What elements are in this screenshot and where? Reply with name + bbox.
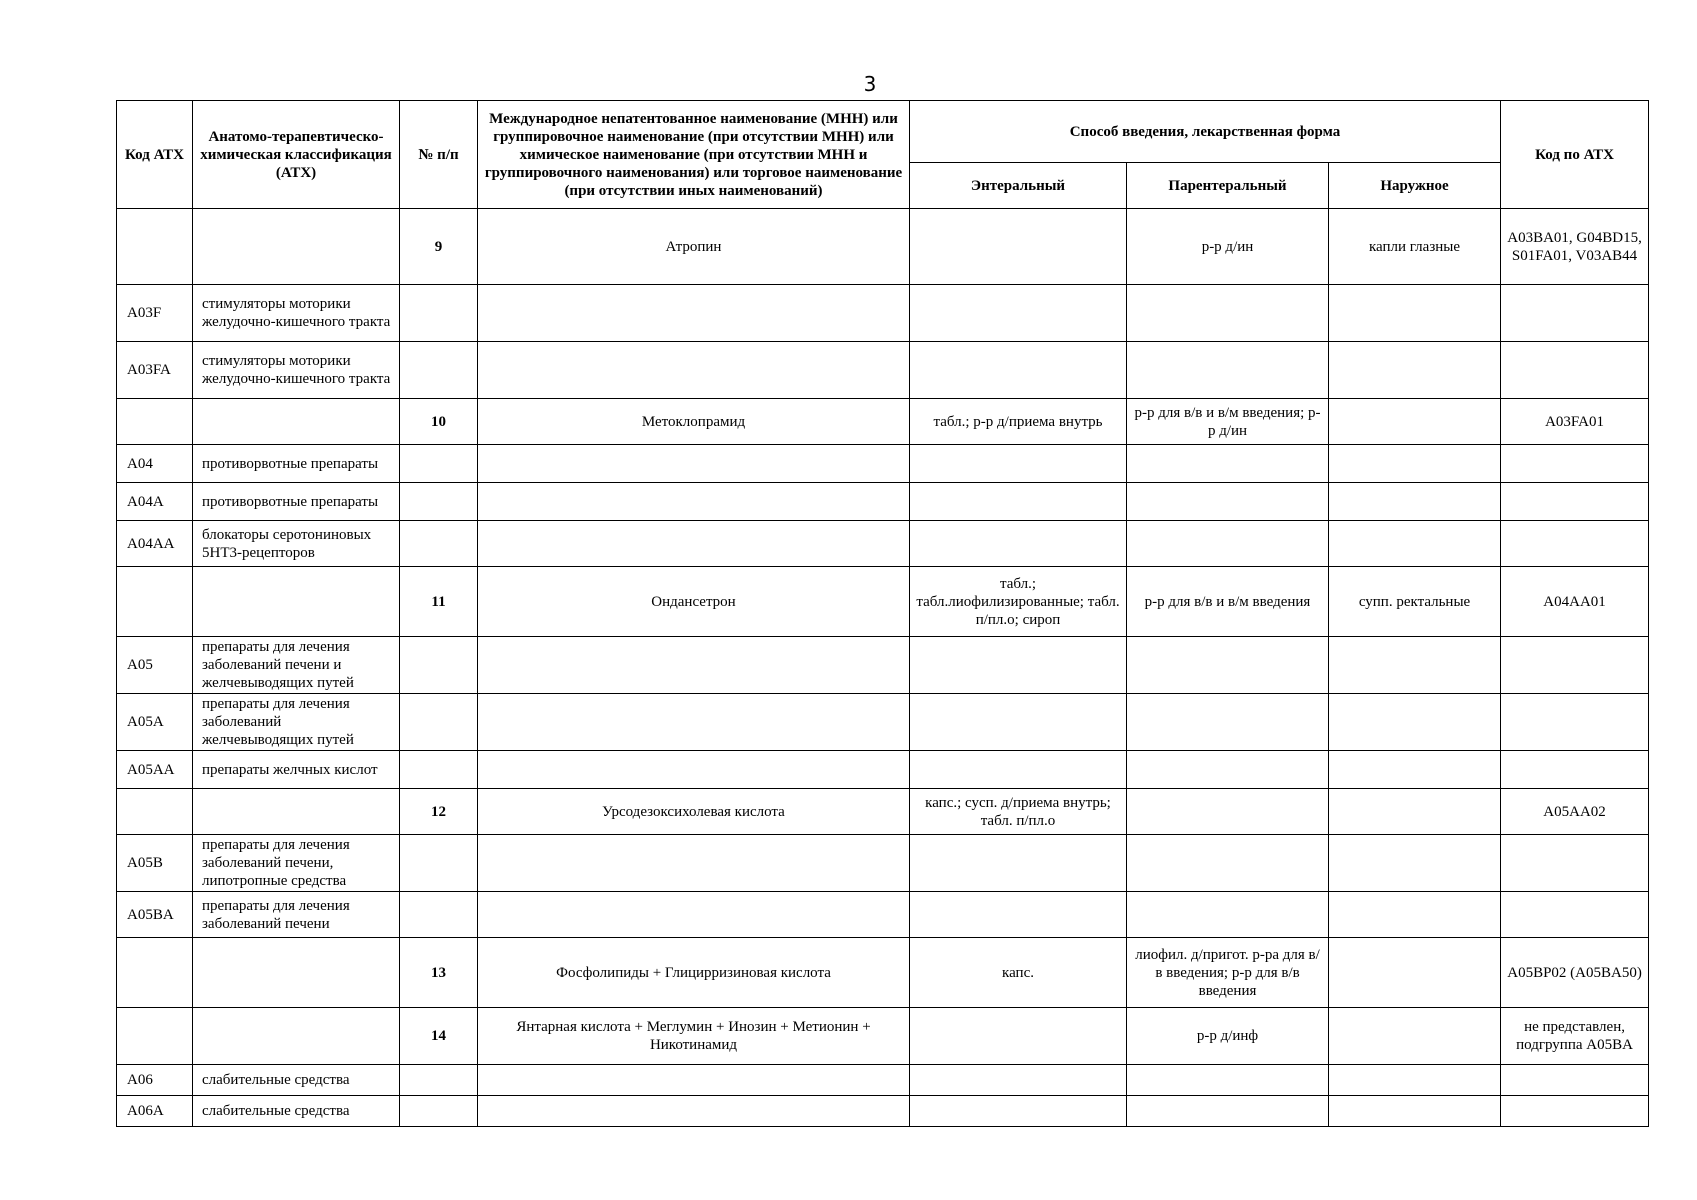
cell-enteral	[910, 1065, 1127, 1096]
cell-parenteral	[1127, 789, 1329, 835]
cell-code	[117, 567, 193, 637]
cell-number: 14	[400, 1008, 478, 1065]
header-parenteral: Парентеральный	[1127, 163, 1329, 209]
cell-code: A03FA	[117, 342, 193, 399]
cell-name: Ондансетрон	[478, 567, 910, 637]
cell-parenteral: р-р д/ин	[1127, 209, 1329, 285]
cell-code: A05A	[117, 694, 193, 751]
page-number: 3	[863, 72, 877, 96]
header-atx-code: Код по АТХ	[1501, 101, 1649, 209]
cell-parenteral	[1127, 342, 1329, 399]
cell-external	[1329, 1008, 1501, 1065]
cell-code: A05B	[117, 835, 193, 892]
cell-parenteral	[1127, 445, 1329, 483]
cell-name	[478, 1096, 910, 1127]
cell-code	[117, 1008, 193, 1065]
table-row	[117, 694, 1649, 751]
cell-external	[1329, 285, 1501, 342]
cell-parenteral: р-р для в/в и в/м введения; р-р д/ин	[1127, 399, 1329, 445]
cell-enteral	[910, 892, 1127, 938]
cell-code: A06	[117, 1065, 193, 1096]
cell-external	[1329, 789, 1501, 835]
cell-classification: стимуляторы моторики желудочно-кишечного тракта	[193, 285, 400, 342]
cell-atx-code: A05BP02 (A05BA50)	[1501, 938, 1649, 1008]
cell-classification	[193, 938, 400, 1008]
cell-number: 11	[400, 567, 478, 637]
cell-parenteral	[1127, 694, 1329, 751]
cell-classification: противорвотные препараты	[193, 445, 400, 483]
cell-classification: препараты для лечения заболеваний печени, липотропные средства	[193, 835, 400, 892]
cell-enteral	[910, 1008, 1127, 1065]
cell-atx-code	[1501, 342, 1649, 399]
cell-external	[1329, 938, 1501, 1008]
cell-enteral: капс.; сусп. д/приема внутрь; табл. п/пл.о	[910, 789, 1127, 835]
cell-parenteral	[1127, 835, 1329, 892]
cell-parenteral	[1127, 1065, 1329, 1096]
header-number: № п/п	[400, 101, 478, 209]
cell-number	[400, 483, 478, 521]
cell-number	[400, 1065, 478, 1096]
cell-code: A05BA	[117, 892, 193, 938]
table-row	[117, 445, 1649, 483]
table-row	[117, 892, 1649, 938]
table-row	[117, 938, 1649, 1008]
cell-parenteral	[1127, 483, 1329, 521]
cell-parenteral	[1127, 637, 1329, 694]
table-row	[117, 1065, 1649, 1096]
cell-atx-code	[1501, 483, 1649, 521]
cell-number	[400, 751, 478, 789]
cell-name: Янтарная кислота + Меглумин + Инозин + Метионин + Никотинамид	[478, 1008, 910, 1065]
cell-atx-code	[1501, 751, 1649, 789]
cell-enteral	[910, 637, 1127, 694]
cell-number	[400, 342, 478, 399]
cell-code: A06A	[117, 1096, 193, 1127]
table-row	[117, 209, 1649, 285]
cell-parenteral	[1127, 1096, 1329, 1127]
cell-number	[400, 637, 478, 694]
table-row	[117, 1096, 1649, 1127]
header-enteral: Энтеральный	[910, 163, 1127, 209]
cell-code	[117, 789, 193, 835]
cell-enteral	[910, 835, 1127, 892]
cell-code	[117, 209, 193, 285]
cell-atx-code	[1501, 835, 1649, 892]
cell-parenteral	[1127, 521, 1329, 567]
table-row	[117, 483, 1649, 521]
cell-atx-code	[1501, 694, 1649, 751]
cell-enteral	[910, 521, 1127, 567]
cell-external	[1329, 483, 1501, 521]
cell-enteral: капс.	[910, 938, 1127, 1008]
cell-external: супп. ректальные	[1329, 567, 1501, 637]
cell-enteral	[910, 445, 1127, 483]
cell-name	[478, 835, 910, 892]
cell-code: A03F	[117, 285, 193, 342]
cell-code: A05	[117, 637, 193, 694]
cell-enteral	[910, 209, 1127, 285]
cell-parenteral: р-р для в/в и в/м введения	[1127, 567, 1329, 637]
cell-atx-code	[1501, 445, 1649, 483]
cell-classification	[193, 209, 400, 285]
cell-enteral	[910, 285, 1127, 342]
header-external: Наружное	[1329, 163, 1501, 209]
cell-name	[478, 637, 910, 694]
cell-external	[1329, 1065, 1501, 1096]
cell-classification	[193, 567, 400, 637]
cell-classification: слабительные средства	[193, 1096, 400, 1127]
cell-classification: препараты желчных кислот	[193, 751, 400, 789]
cell-atx-code	[1501, 892, 1649, 938]
cell-atx-code	[1501, 1065, 1649, 1096]
cell-atx-code	[1501, 521, 1649, 567]
cell-name: Урсодезоксихолевая кислота	[478, 789, 910, 835]
table-row	[117, 342, 1649, 399]
cell-enteral: табл.; табл.лиофилизированные; табл. п/пл.о; сироп	[910, 567, 1127, 637]
cell-external	[1329, 835, 1501, 892]
table-row	[117, 567, 1649, 637]
cell-atx-code: A03FA01	[1501, 399, 1649, 445]
cell-number	[400, 285, 478, 342]
cell-classification: препараты для лечения заболеваний печени	[193, 892, 400, 938]
cell-external	[1329, 342, 1501, 399]
cell-name: Фосфолипиды + Глицирризиновая кислота	[478, 938, 910, 1008]
cell-name: Атропин	[478, 209, 910, 285]
cell-classification: препараты для лечения заболеваний печени и желчевыводящих путей	[193, 637, 400, 694]
cell-classification: блокаторы серотониновых 5HT3-рецепторов	[193, 521, 400, 567]
cell-external	[1329, 1096, 1501, 1127]
header-name: Международное непатентованное наименование (МНН) или группировочное наименование (при отсутствии МНН) или химическое наименование (при отсутствии МНН и группировочного наименования) или торговое наименование (при отсутствии иных наименований)	[478, 101, 910, 209]
table-header	[117, 101, 1649, 209]
cell-classification	[193, 399, 400, 445]
table-row	[117, 637, 1649, 694]
cell-number	[400, 835, 478, 892]
cell-external	[1329, 399, 1501, 445]
cell-classification: стимуляторы моторики желудочно-кишечного тракта	[193, 342, 400, 399]
cell-classification: слабительные средства	[193, 1065, 400, 1096]
cell-external	[1329, 637, 1501, 694]
table-row	[117, 835, 1649, 892]
cell-enteral	[910, 694, 1127, 751]
table-row	[117, 399, 1649, 445]
cell-enteral	[910, 483, 1127, 521]
header-route: Способ введения, лекарственная форма	[910, 101, 1501, 163]
cell-classification: противорвотные препараты	[193, 483, 400, 521]
table-body	[117, 209, 1649, 1127]
cell-number	[400, 1096, 478, 1127]
cell-number: 12	[400, 789, 478, 835]
cell-atx-code: не представлен, подгруппа A05BA	[1501, 1008, 1649, 1065]
cell-code: A05AA	[117, 751, 193, 789]
cell-name	[478, 751, 910, 789]
cell-atx-code	[1501, 1096, 1649, 1127]
cell-enteral: табл.; р-р д/приема внутрь	[910, 399, 1127, 445]
cell-number	[400, 445, 478, 483]
cell-name	[478, 483, 910, 521]
cell-external	[1329, 445, 1501, 483]
table-row	[117, 1008, 1649, 1065]
cell-parenteral: р-р д/инф	[1127, 1008, 1329, 1065]
cell-code: A04A	[117, 483, 193, 521]
cell-code: A04	[117, 445, 193, 483]
cell-external: капли глазные	[1329, 209, 1501, 285]
cell-name	[478, 1065, 910, 1096]
cell-enteral	[910, 751, 1127, 789]
cell-classification	[193, 1008, 400, 1065]
cell-code: A04AA	[117, 521, 193, 567]
cell-atx-code: A03BA01, G04BD15, S01FA01, V03AB44	[1501, 209, 1649, 285]
drug-table	[116, 100, 1649, 1127]
cell-external	[1329, 694, 1501, 751]
cell-external	[1329, 751, 1501, 789]
cell-number	[400, 694, 478, 751]
cell-code	[117, 399, 193, 445]
cell-enteral	[910, 1096, 1127, 1127]
cell-number: 13	[400, 938, 478, 1008]
cell-atx-code: A05AA02	[1501, 789, 1649, 835]
cell-name	[478, 342, 910, 399]
cell-enteral	[910, 342, 1127, 399]
cell-parenteral	[1127, 892, 1329, 938]
cell-name	[478, 892, 910, 938]
cell-external	[1329, 892, 1501, 938]
cell-classification: препараты для лечения заболеваний желчевыводящих путей	[193, 694, 400, 751]
table-row	[117, 285, 1649, 342]
cell-external	[1329, 521, 1501, 567]
cell-number	[400, 892, 478, 938]
cell-parenteral	[1127, 285, 1329, 342]
cell-name	[478, 445, 910, 483]
cell-number: 9	[400, 209, 478, 285]
cell-number	[400, 521, 478, 567]
cell-parenteral	[1127, 751, 1329, 789]
table-row	[117, 751, 1649, 789]
cell-parenteral: лиофил. д/пригот. р-ра для в/в введения; р-р для в/в введения	[1127, 938, 1329, 1008]
cell-name: Метоклопрамид	[478, 399, 910, 445]
cell-name	[478, 521, 910, 567]
table-row	[117, 521, 1649, 567]
table-row	[117, 789, 1649, 835]
cell-name	[478, 285, 910, 342]
cell-number: 10	[400, 399, 478, 445]
header-code-atx: Код АТХ	[117, 101, 193, 209]
cell-code	[117, 938, 193, 1008]
cell-atx-code	[1501, 285, 1649, 342]
header-classification: Анатомо-терапевтическо-химическая классификация (АТХ)	[193, 101, 400, 209]
cell-atx-code	[1501, 637, 1649, 694]
cell-name	[478, 694, 910, 751]
cell-atx-code: A04AA01	[1501, 567, 1649, 637]
cell-classification	[193, 789, 400, 835]
